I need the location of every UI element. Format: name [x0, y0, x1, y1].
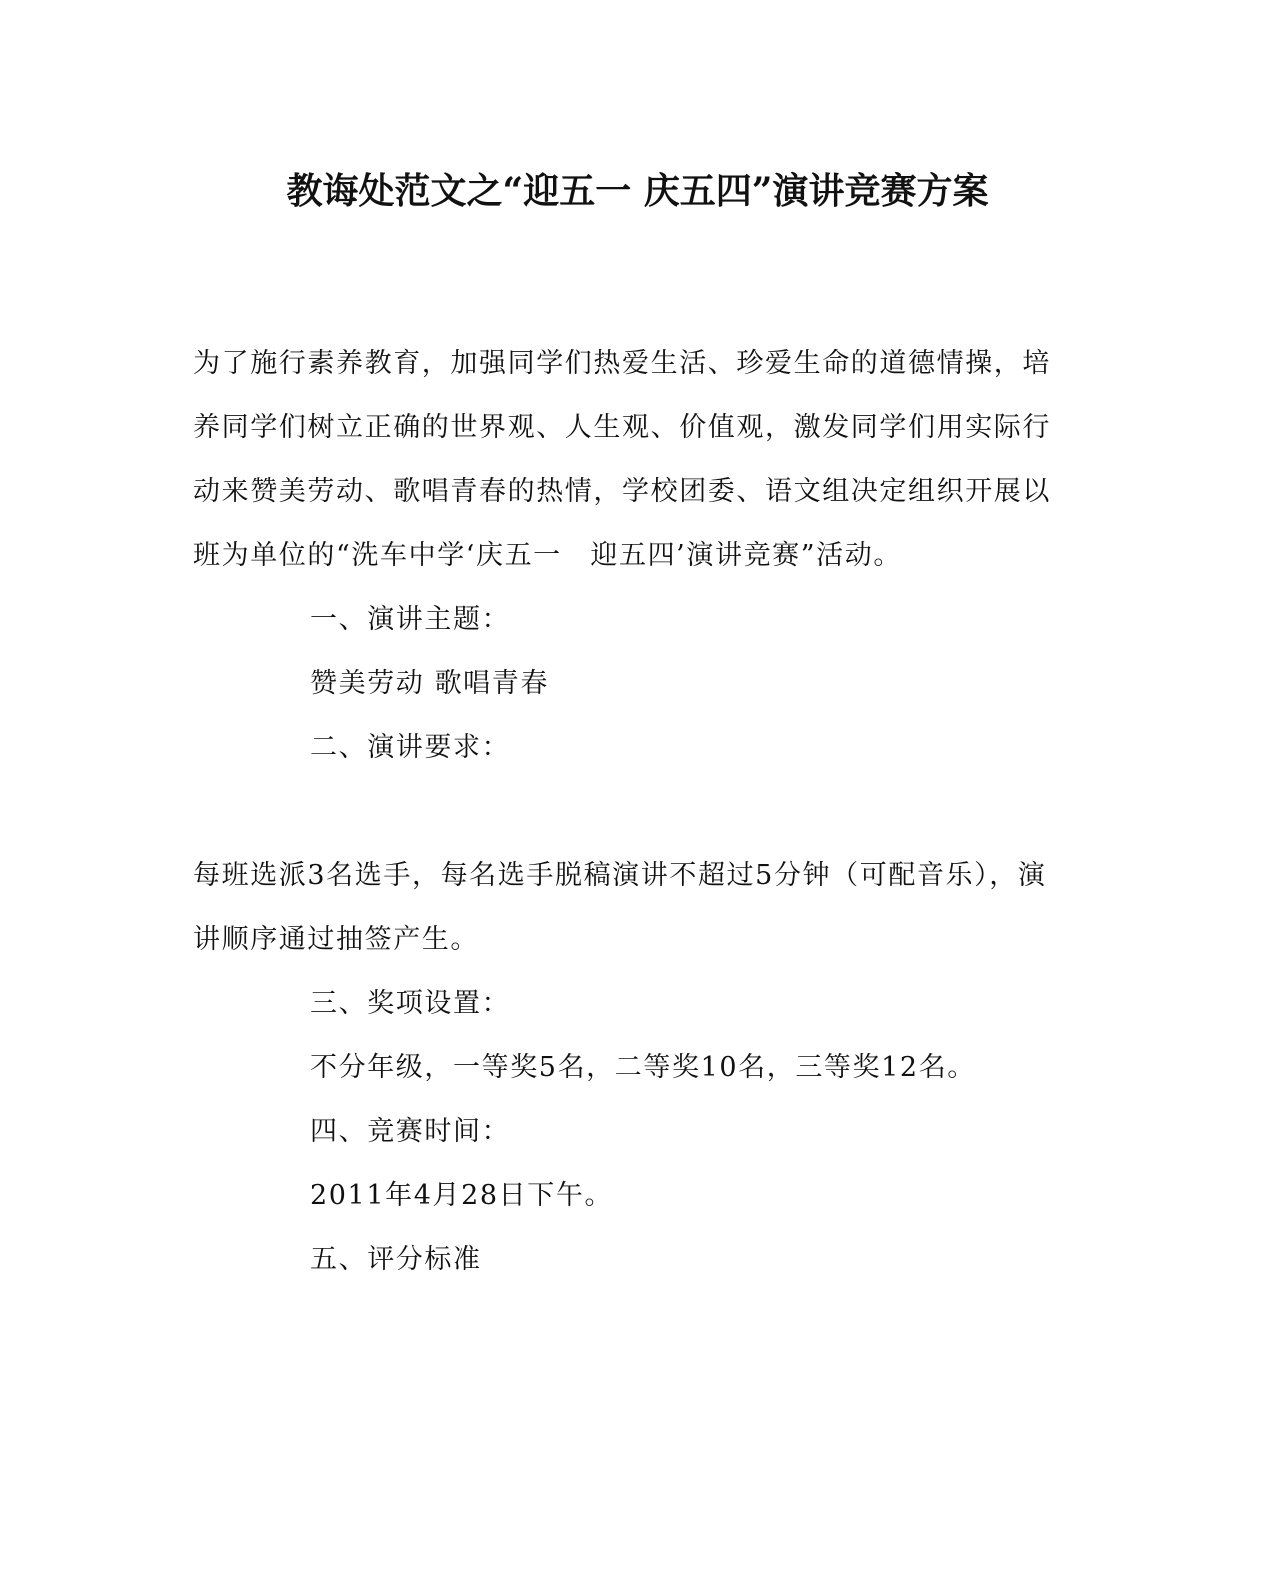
- section-1-heading: 一、演讲主题：: [310, 604, 511, 635]
- section-4-heading: 四、竞赛时间：: [310, 1116, 511, 1147]
- section-3-body: 不分年级，一等奖5名，二等奖10名，三等奖12名。: [310, 1052, 976, 1083]
- section-4-body: 2011年4月28日下午。: [310, 1180, 614, 1211]
- intro-line-4: 班为单位的“洗车中学‘庆五一 迎五四’演讲竞赛”活动。: [193, 540, 902, 571]
- document-title: 教诲处范文之“迎五一 庆五四”演讲竞赛方案: [286, 170, 989, 212]
- intro-line-2: 养同学们树立正确的世界观、人生观、价值观，激发同学们用实际行: [193, 412, 1051, 443]
- intro-line-3: 动来赞美劳动、歌唱青春的热情，学校团委、语文组决定组织开展以: [193, 476, 1051, 507]
- section-3-heading: 三、奖项设置：: [310, 988, 511, 1019]
- section-2-heading: 二、演讲要求：: [310, 732, 511, 763]
- section-5-heading: 五、评分标准: [310, 1244, 482, 1275]
- section-2-line-2: 讲顺序通过抽签产生。: [193, 924, 479, 955]
- intro-line-1: 为了施行素养教育，加强同学们热爱生活、珍爱生命的道德情操，培: [193, 348, 1051, 379]
- section-1-body: 赞美劳动 歌唱青春: [310, 668, 549, 699]
- section-2-line-1: 每班选派3名选手，每名选手脱稿演讲不超过5分钟（可配音乐），演: [193, 860, 1047, 891]
